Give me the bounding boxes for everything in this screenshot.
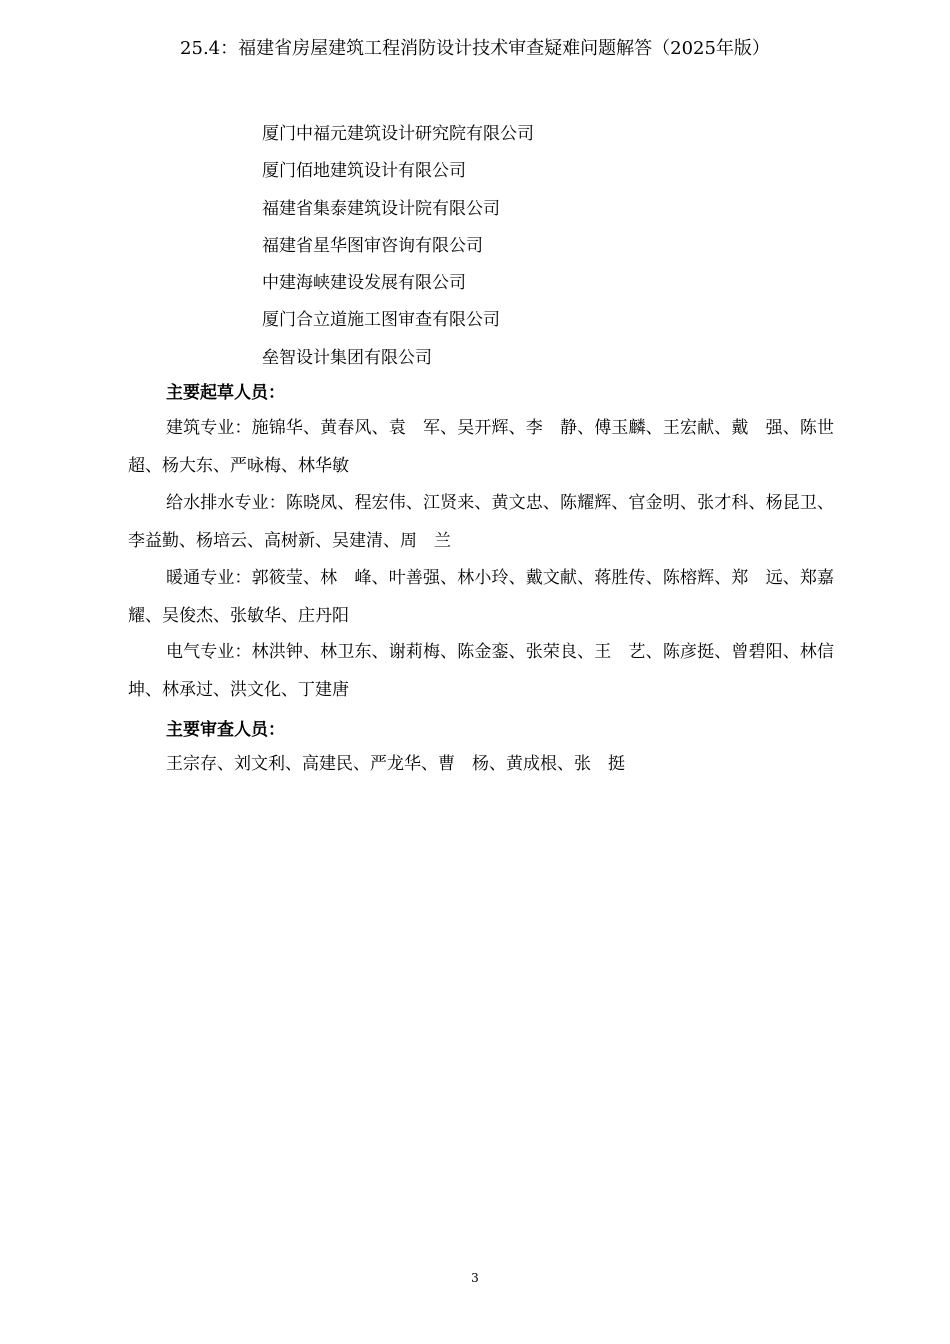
reviewers-heading: 主要审查人员： bbox=[166, 720, 285, 740]
drafters-heading: 主要起草人员： bbox=[166, 383, 285, 403]
organization-item: 中建海峡建设发展有限公司 bbox=[262, 273, 466, 294]
organization-item: 厦门佰地建筑设计有限公司 bbox=[262, 161, 466, 182]
plumbing-drafters: 给水排水专业：陈晓凤、程宏伟、江贤来、黄文忠、陈耀辉、官金明、张才科、杨昆卫、李益勤、杨培云、高树新、吴建清、周 兰 bbox=[128, 493, 834, 551]
architecture-drafters: 建筑专业：施锦华、黄春风、袁 军、吴开辉、李 静、傅玉麟、王宏献、戴 强、陈世超、杨大东、严咏梅、林华敏 bbox=[128, 418, 834, 476]
organization-item: 厦门合立道施工图审查有限公司 bbox=[262, 310, 500, 331]
organization-item: 福建省集泰建筑设计院有限公司 bbox=[262, 198, 500, 219]
page-number: 3 bbox=[471, 1271, 479, 1285]
organization-item: 厦门中福元建筑设计研究院有限公司 bbox=[262, 124, 534, 144]
organization-list bbox=[262, 116, 534, 377]
hvac-drafters: 暖通专业：郭筱莹、林 峰、叶善强、林小玲、戴文献、蒋胜传、陈榕辉、郑 远、郑嘉耀、吴俊杰、张敏华、庄丹阳 bbox=[128, 568, 834, 626]
electrical-drafters: 电气专业：林洪钟、林卫东、谢莉梅、陈金銮、张荣良、王 艺、陈彦挺、曾碧阳、林信坤、林承过、洪文化、丁建唐 bbox=[128, 642, 834, 700]
organization-item: 垒智设计集团有限公司 bbox=[262, 347, 432, 368]
organization-item: 福建省星华图审咨询有限公司 bbox=[262, 235, 483, 256]
page-header-title: 25.4：福建省房屋建筑工程消防设计技术审查疑难问题解答（2025年版） bbox=[180, 38, 770, 59]
reviewers-names: 王宗存、刘文利、高建民、严龙华、曹 杨、黄成根、张 挺 bbox=[166, 754, 625, 774]
